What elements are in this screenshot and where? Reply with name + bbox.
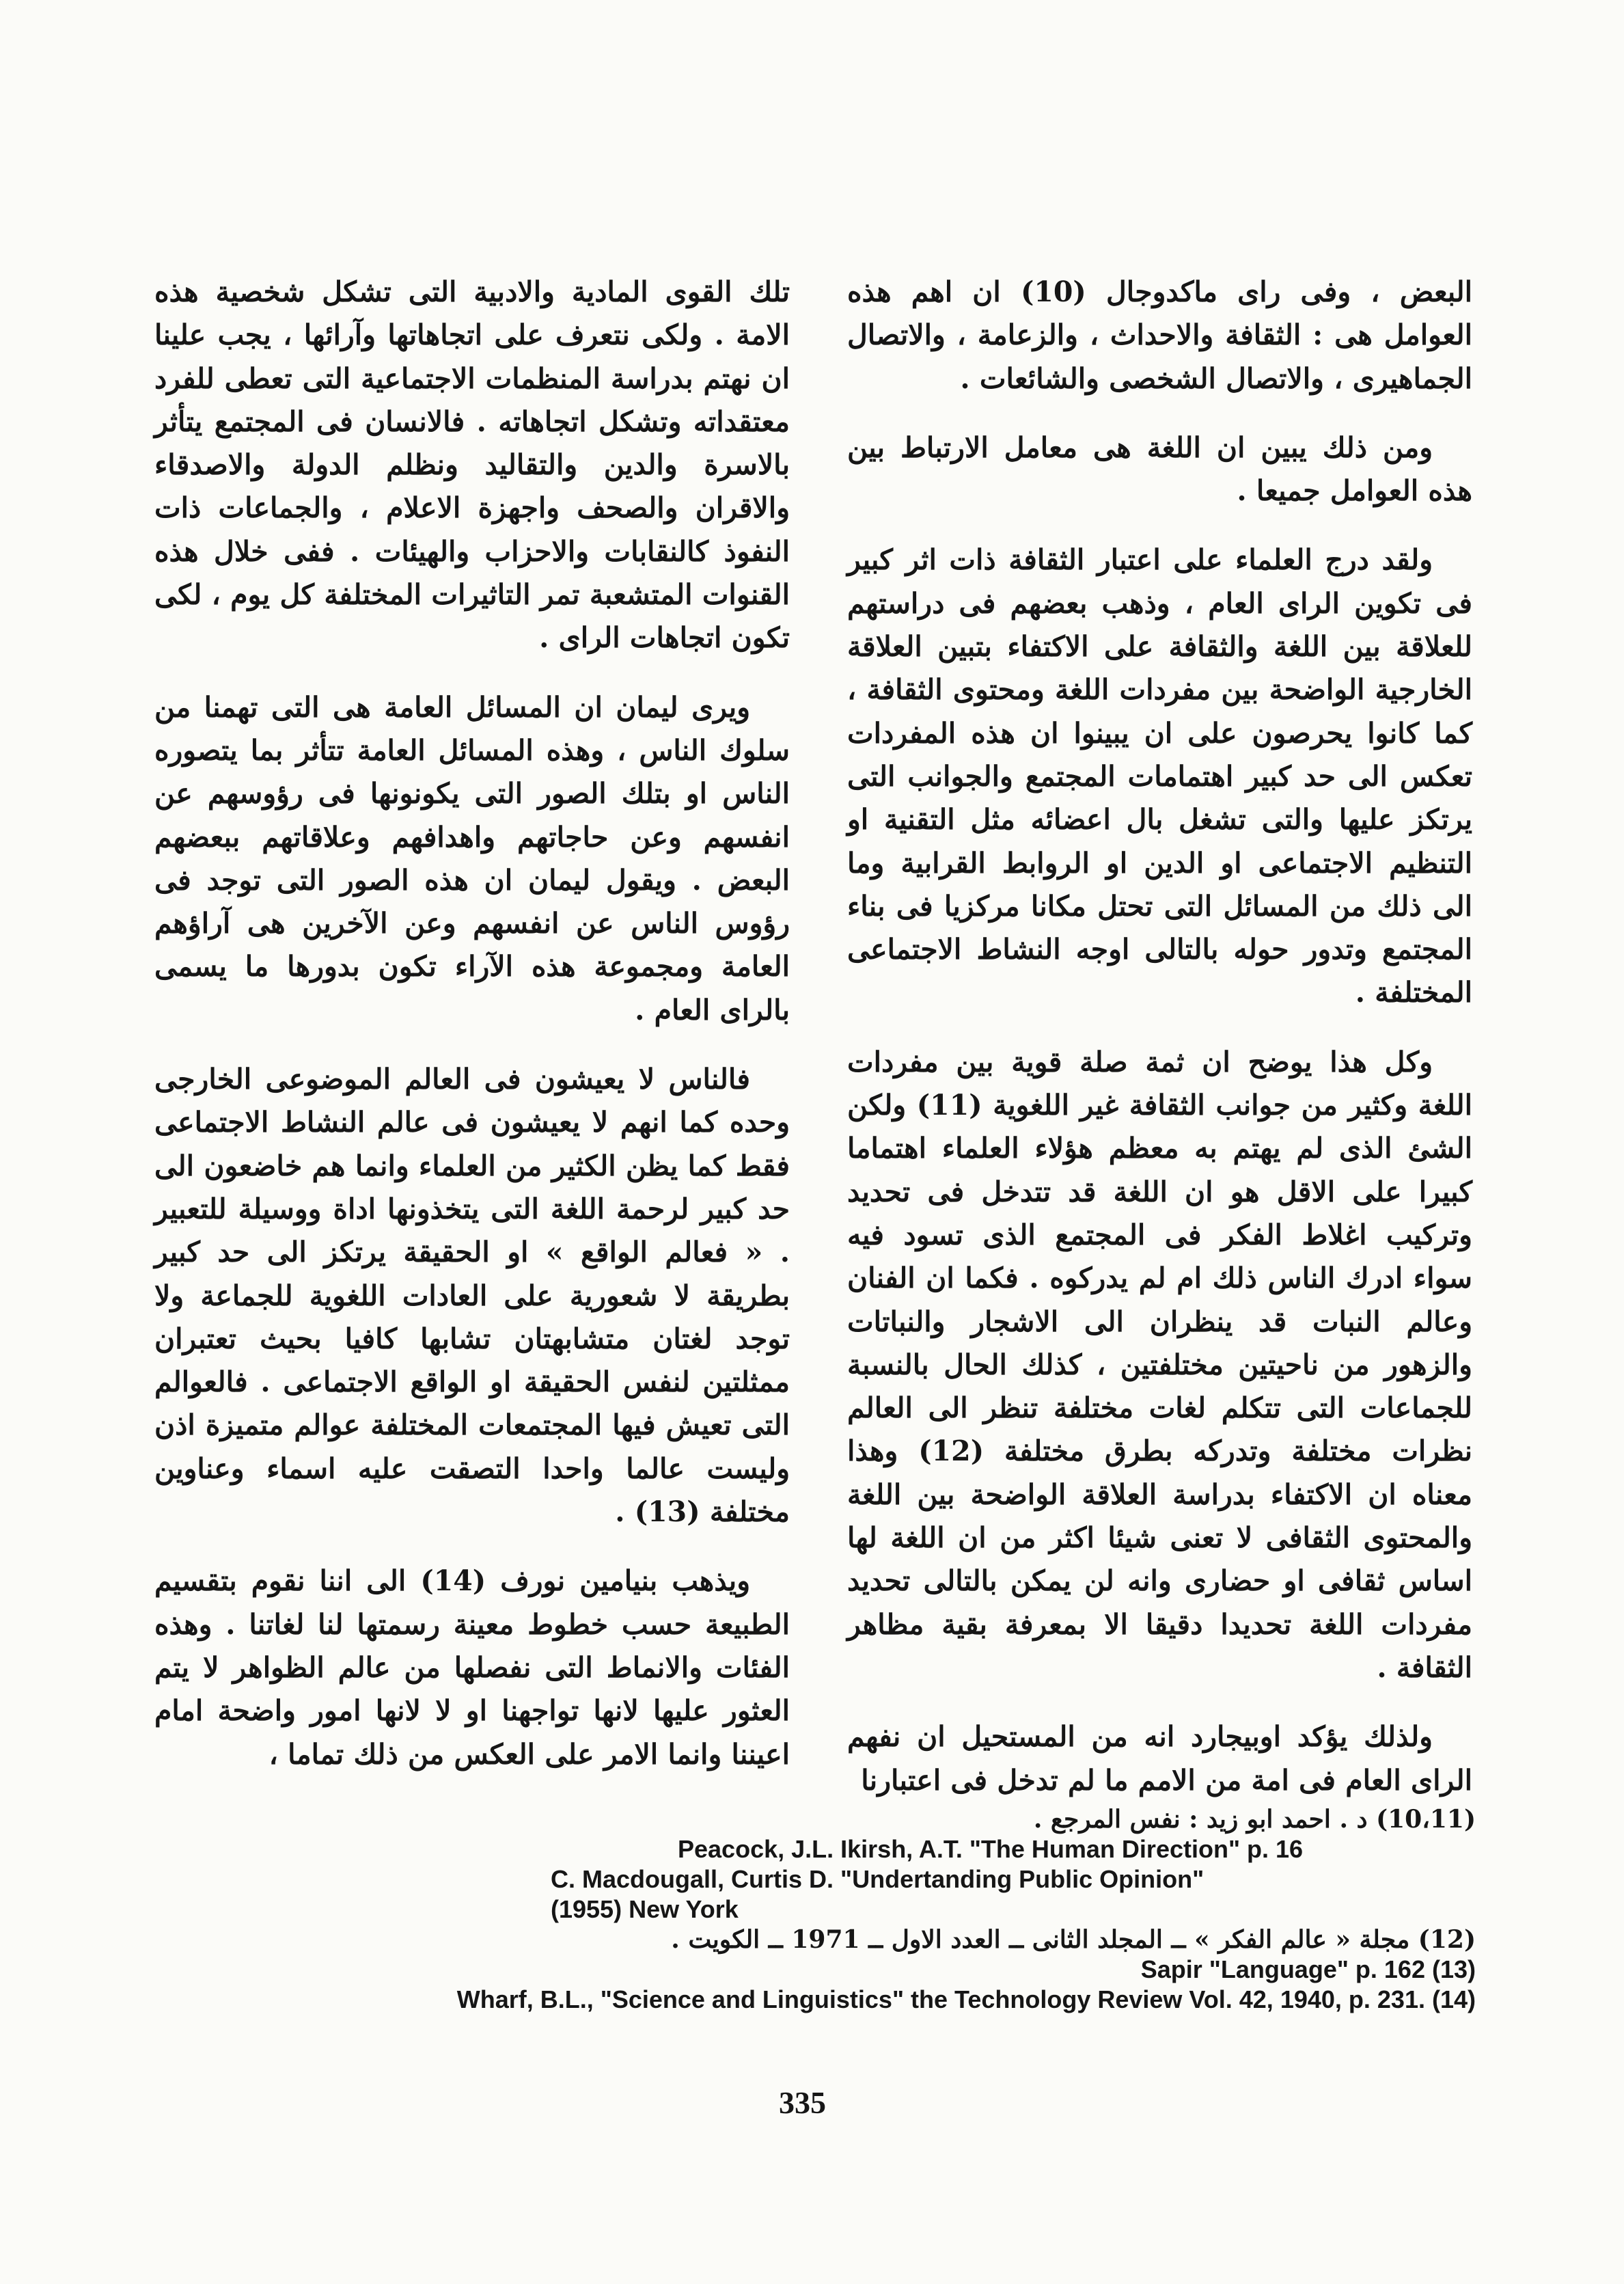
- paragraph: ومن ذلك يبين ان اللغة هى معامل الارتباط بين هذه العوامل جميعا .: [847, 431, 1472, 508]
- footnote: (12) مجلة « عالم الفكر » ــ المجلد الثانى ــ العدد الاول ــ 1971 ــ الكويت .: [671, 1925, 1476, 1954]
- footnote: Peacock, J.L. Ikirsh, A.T. "The Human Direction" p. 16: [678, 1835, 1304, 1863]
- paragraph: ويرى ليمان ان المسائل العامة هى التى تهمنا من سلوك الناس ، وهذه المسائل العامة تتأثر بما يتصوره الناس او بتلك الصور التى يكونونها فى رؤوسهم عن انفسهم وعن حاجاتهم واهدافهم وعلاقاتهم ببعضهم البعض . ويقول ليمان ان هذه الصور التى توجد فى رؤوس الناس عن انفسهم وعن الآخرين هى آراؤهم العامة ومجموعة هذه الآراء تكون بدورها ما يسمى بالراى العام .: [154, 690, 790, 1027]
- paragraph: ولذلك يؤكد اوبيجارد انه من المستحيل ان نفهم الراى العام فى امة من الامم ما لم تدخل فى اعتبارنا: [847, 1720, 1472, 1797]
- paragraph: ولقد درج العلماء على اعتبار الثقافة ذات اثر كبير فى تكوين الراى العام ، وذهب بعضهم فى دراستهم للعلاقة بين اللغة والثقافة على الاكتفاء بتبين العلاقة الخارجية الواضحة بين مفردات اللغة ومحتوى الثقافة ، كما كانوا يحرصون على ان يبينوا ان هذه المفردات تعكس الى حد كبير اهتمامات المجتمع والجوانب التى يرتكز عليها والتى تشغل بال اعضائه مثل التقنية او التنظيم الاجتماعى او الدين او الروابط القرابية وما الى ذلك من المسائل التى تحتل مكانا مركزيا فى بناء المجتمع وتدور حوله بالتالى اوجه النشاط الاجتماعى المختلفة .: [847, 543, 1472, 1009]
- footnotes: [287, 1804, 1476, 2015]
- page-number: 335: [779, 2085, 826, 2120]
- paragraph: وكل هذا يوضح ان ثمة صلة قوية بين مفردات اللغة وكثير من جوانب الثقافة غير اللغوية (11) ولكن الشئ الذى لم يهتم به معظم هؤلاء العلماء اهتماما كبيرا على الاقل هو ان اللغة قد تتدخل فى تحديد وتركيب اغلاط الفكر فى المجتمع الذى تسود فيه سواء ادرك الناس ذلك ام لم يدركوه . فكما ان الفنان وعالم النبات قد ينظران الى الاشجار والنباتات والزهور من ناحيتين مختلفتين ، كذلك الحال بالنسبة للجماعات التى تتكلم لغات مختلفة تنظر الى العالم نظرات مختلفة وتدركه بطرق مختلفة (12) وهذا معناه ان الاكتفاء بدراسة العلاقة الواضحة بين اللغة والمحتوى الثقافى لا تعنى شيئا اكثر من ان اللغة لها اساس ثقافى او حضارى وانه لن يمكن بالتالى تحديد مفردات اللغة تحديدا دقيقا الا بمعرفة بقية مظاهر الثقافة .: [847, 1045, 1472, 1684]
- paragraph: البعض ، وفى راى ماكدوجال (10) ان اهم هذه العوامل هى : الثقافة والاحداث ، والزعامة ، والاتصال الجماهيرى ، والاتصال الشخصى والشائعات .: [847, 275, 1472, 395]
- footnote: Wharf, B.L., "Science and Linguistics" the Technology Review Vol. 42, 1940, p. 231. (14): [456, 1985, 1476, 2013]
- footnote: C. Macdougall, Curtis D. "Undertanding Public Opinion": [551, 1865, 1205, 1893]
- paragraph: ويذهب بنيامين نورف (14) الى اننا نقوم بتقسيم الطبيعة حسب خطوط معينة رسمتها لنا لغاتنا . وهذه الفئات والانماط التى نفصلها من عالم الظواهر لا يتم العثور عليها لانها تواجهنا او لا لانها امور واضحة امام اعيننا وانما الامر على العكس من ذلك تماما ،: [154, 1564, 790, 1771]
- footnote: (10،11) د . احمد ابو زيد : نفس المرجع .: [1033, 1805, 1476, 1834]
- footnote: (1955) New York: [551, 1895, 739, 1923]
- paragraph: فالناس لا يعيشون فى العالم الموضوعى الخارجى وحده كما انهم لا يعيشون فى عالم النشاط الاجتماعى فقط كما يظن الكثير من العلماء وانما هم خاضعون الى حد كبير لرحمة اللغة التى يتخذونها اداة ووسيلة للتعبير . « فعالم الواقع » او الحقيقة يرتكز الى حد كبير بطريقة لا شعورية على العادات اللغوية للجماعة ولا توجد لغتان متشابهتان تشابها كافيا بحيث تعتبران ممثلتين لنفس الحقيقة او الواقع الاجتماعى . فالعوالم التى تعيش فيها المجتمعات المختلفة عوالم متميزة اذن وليست عالما واحدا التصقت عليه اسماء وعناوين مختلفة (13) .: [154, 1063, 790, 1529]
- right-column: [847, 271, 1472, 1828]
- paragraph: تلك القوى المادية والادبية التى تشكل شخصية هذه الامة . ولكى نتعرف على اتجاهاتها وآرائها ، يجب علينا ان نهتم بدراسة المنظمات الاجتماعية التى تعطى للفرد معتقداته وتشكل اتجاهاته . فالانسان فى المجتمع يتأثر بالاسرة والدين والتقاليد ونظلم الدولة والاصدقاء والاقران والصحف واجهزة الاعلام ، والجماعات ذات النفوذ كالنقابات والاحزاب والهيئات . ففى خلال هذه القنوات المتشعبة تمر التاثيرات المختلفة كل يوم ، لكى تكون اتجاهات الراى .: [154, 275, 790, 655]
- footnote: Sapir "Language" p. 162 (13): [1140, 1955, 1476, 1983]
- left-column: [154, 271, 790, 1802]
